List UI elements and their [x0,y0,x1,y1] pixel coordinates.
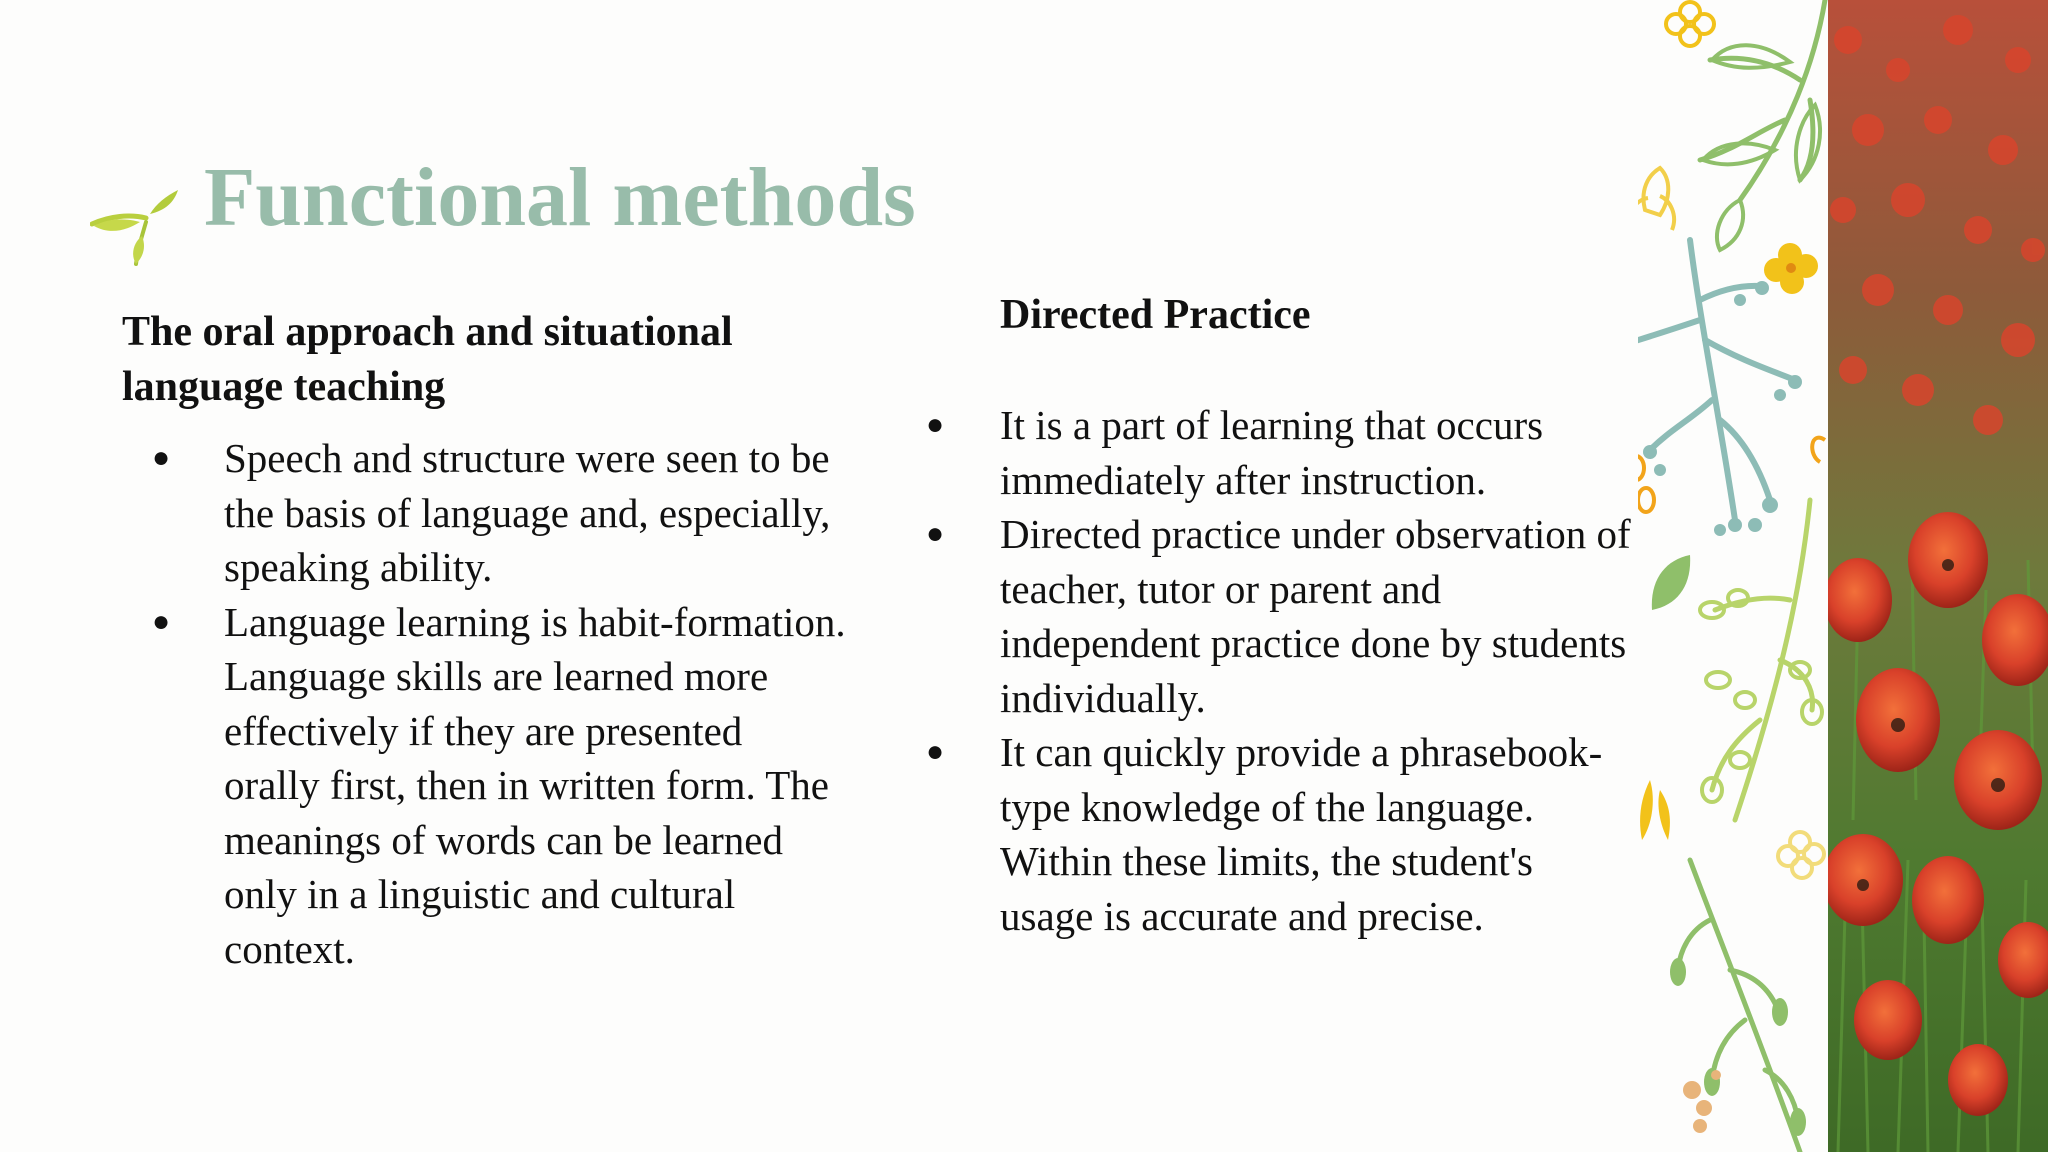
bullet-icon: ● [926,517,945,550]
sprig-icon [90,188,190,270]
left-heading-text: The oral approach and situational language teaching [122,309,733,410]
bullet-icon: ● [152,604,171,638]
floral-border-decoration [1638,0,2048,1152]
list-item [122,595,922,977]
slide-title: Functional methods [204,151,916,244]
list-item [922,725,1722,943]
right-heading: Directed Practice [1000,292,1311,338]
list-item [122,431,922,595]
list-item-text: Directed practice under observation of teacher, tutor or parent and independent practice done by students individually. [1000,511,1631,721]
bullet-icon: ● [152,441,171,474]
list-item-text: Language learning is habit-formation. Language skills are learned more effectively if they are presented orally first, then in written form. The meanings of words can be learned only in a linguistic and cultural context. [224,598,846,972]
bullet-icon: ● [926,408,945,441]
list-item [922,398,1722,507]
list-item-text: It is a part of learning that occurs immediately after instruction. [1000,402,1544,503]
list-item [922,507,1722,725]
right-bullet-list [922,398,1722,943]
list-item-text: It can quickly provide a phrasebook- type knowledge of the language. Within these limits, the student's usage is accurate and precise. [1000,729,1603,939]
left-heading [122,305,733,415]
list-item-text: Speech and structure were seen to be the basis of language and, especially, speaking ability. [224,435,831,590]
bullet-icon: ● [926,735,945,768]
left-bullet-list [122,431,922,976]
